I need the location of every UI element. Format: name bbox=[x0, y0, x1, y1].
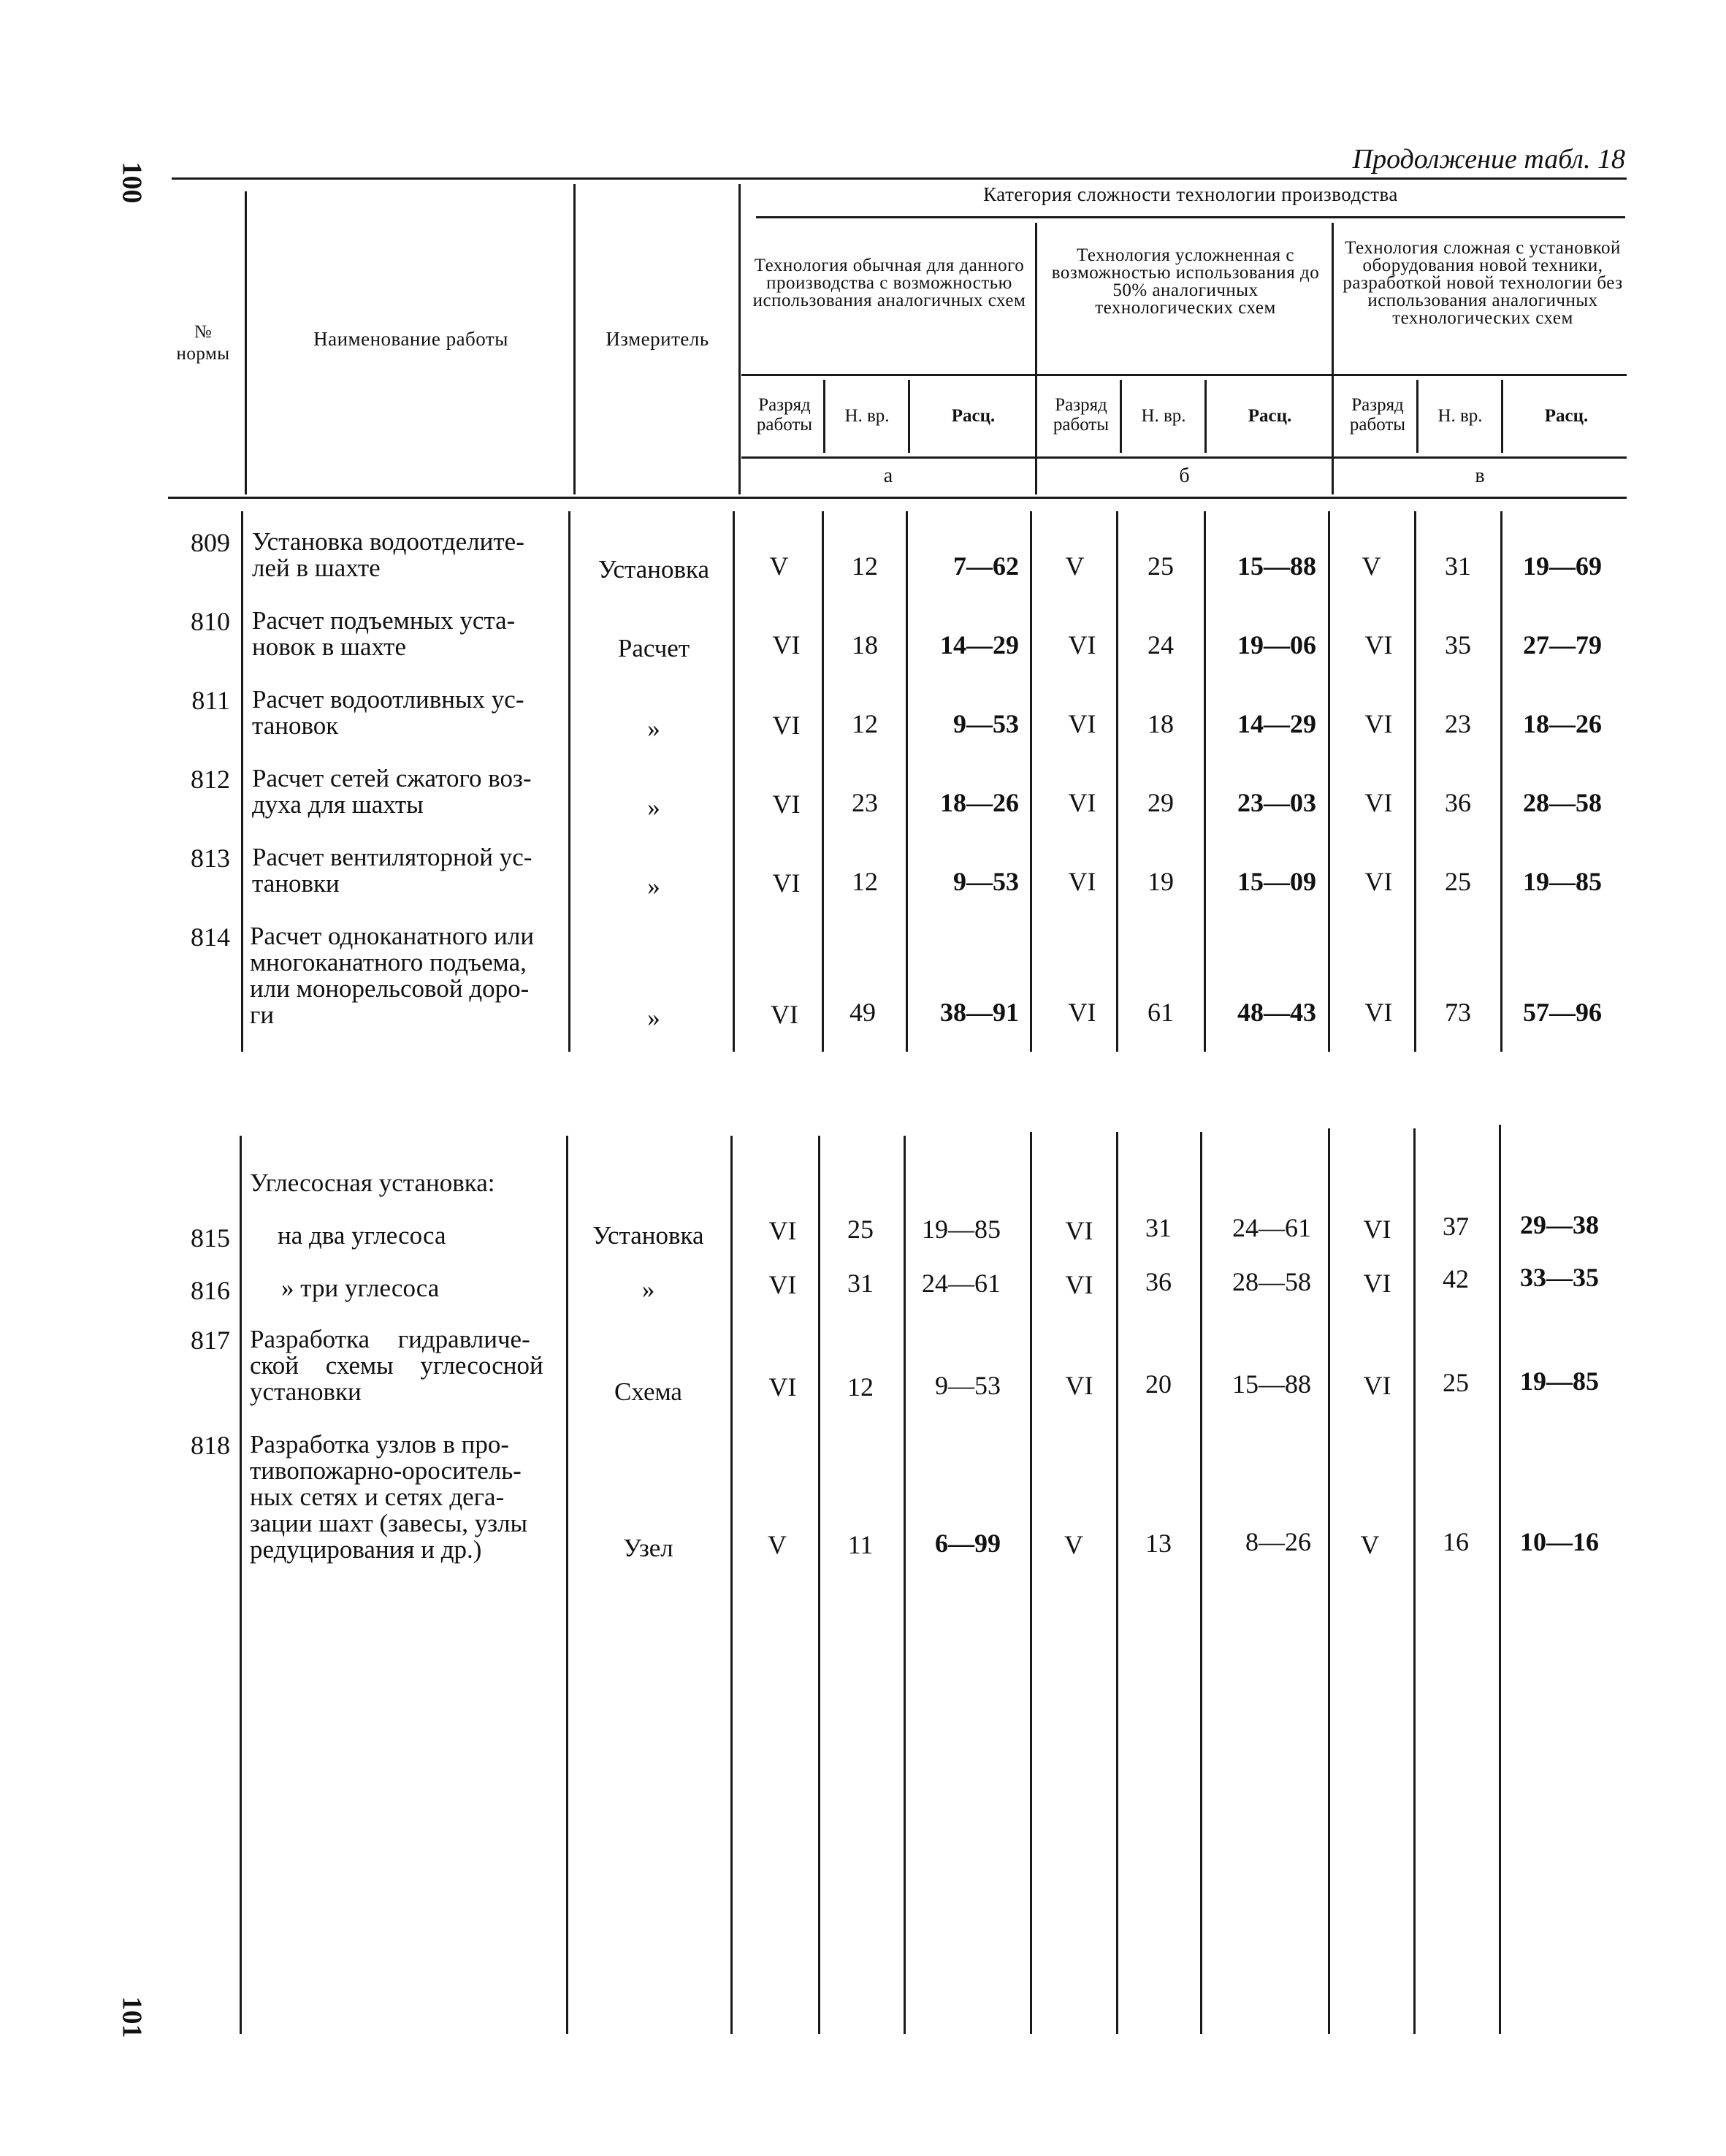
time-c: 25 bbox=[1443, 1368, 1469, 1397]
rate-a: 19—85 bbox=[922, 1215, 1001, 1244]
sub-rate-a: Расц. bbox=[951, 406, 996, 426]
grade-c: V bbox=[1360, 1530, 1380, 1559]
grade-a: VI bbox=[772, 868, 801, 898]
time-b: 31 bbox=[1145, 1213, 1172, 1242]
time-c: 16 bbox=[1443, 1527, 1469, 1556]
time-a: 25 bbox=[847, 1215, 874, 1244]
time-b: 24 bbox=[1148, 630, 1174, 660]
rate-a: 38—91 bbox=[940, 998, 1019, 1027]
rate-a: 6—99 bbox=[935, 1529, 1001, 1558]
sub-grade-a: Разряд работы bbox=[756, 395, 813, 435]
body1-vline-11 bbox=[1500, 511, 1502, 1052]
body1-vline-2 bbox=[568, 511, 570, 1052]
rate-b: 24—61 bbox=[1232, 1213, 1311, 1242]
work-name-line: тановок bbox=[252, 711, 339, 740]
norm-number: 814 bbox=[191, 922, 230, 952]
grade-a: VI bbox=[772, 711, 801, 740]
time-c: 73 bbox=[1445, 998, 1471, 1027]
header-col-name: Наименование работы bbox=[313, 328, 508, 350]
grade-b: VI bbox=[1068, 867, 1096, 896]
sub-time-b: Н. вр. bbox=[1141, 406, 1186, 426]
rate-c: 19—85 bbox=[1523, 867, 1602, 896]
time-a: 12 bbox=[852, 551, 878, 581]
rate-a: 24—61 bbox=[922, 1269, 1001, 1298]
grade-a: VI bbox=[768, 1372, 797, 1402]
norm-number: 817 bbox=[191, 1326, 230, 1355]
work-name-line: новок в шахте bbox=[252, 632, 406, 661]
time-b: 19 bbox=[1148, 867, 1174, 896]
work-name-line: ных сетях и сетях дега- bbox=[250, 1483, 505, 1511]
norm-number: 810 bbox=[191, 607, 230, 636]
rate-b: 8—26 bbox=[1245, 1527, 1311, 1556]
section-heading: Углесосная установка: bbox=[250, 1169, 495, 1197]
time-b: 61 bbox=[1148, 998, 1174, 1027]
sub-grade-b: Разряд работы bbox=[1053, 395, 1110, 435]
grade-c: VI bbox=[1364, 998, 1393, 1027]
header-top-rule bbox=[172, 177, 1627, 180]
work-name-line: Расчет одноканатного или bbox=[250, 922, 535, 950]
header-vline-9 bbox=[1204, 380, 1207, 453]
time-a: 49 bbox=[849, 998, 876, 1027]
group-rule bbox=[741, 374, 1627, 376]
norm-number: 811 bbox=[191, 686, 230, 715]
unit-cell: Установка bbox=[592, 1221, 704, 1250]
work-name-line: » три углесоса bbox=[281, 1274, 440, 1302]
grade-c: VI bbox=[1364, 788, 1393, 817]
group-b-title: Технология усложненная с возможностью использования до 50% аналогичных технологических схем bbox=[1051, 245, 1320, 318]
continuation-label: Продолжение табл. 18 bbox=[1352, 144, 1625, 175]
grade-a: V bbox=[769, 551, 789, 581]
grade-a: VI bbox=[772, 630, 801, 660]
category-rule bbox=[756, 216, 1625, 218]
time-a: 11 bbox=[847, 1530, 874, 1559]
body1-vline-8 bbox=[1204, 511, 1206, 1052]
time-c: 42 bbox=[1443, 1264, 1469, 1293]
unit-cell: » bbox=[647, 793, 660, 822]
norm-number: 813 bbox=[191, 844, 230, 873]
rate-c: 19—85 bbox=[1520, 1366, 1599, 1396]
unit-cell: Схема bbox=[614, 1377, 682, 1406]
sub-time-a: Н. вр. bbox=[844, 406, 890, 426]
work-name-line: редуцирования и др.) bbox=[250, 1535, 482, 1564]
header-vline-7 bbox=[908, 380, 910, 453]
grade-a: V bbox=[768, 1530, 787, 1559]
time-c: 35 bbox=[1445, 630, 1471, 660]
rate-a: 9—53 bbox=[953, 709, 1019, 738]
grade-c: VI bbox=[1363, 1269, 1391, 1298]
header-col-unit: Измеритель bbox=[606, 328, 709, 350]
time-c: 25 bbox=[1445, 867, 1471, 896]
rate-b: 15—88 bbox=[1237, 551, 1316, 581]
grade-b: VI bbox=[1068, 630, 1096, 660]
norm-number: 809 bbox=[191, 528, 230, 557]
norm-number: 818 bbox=[191, 1431, 230, 1460]
header-vline-3 bbox=[738, 184, 741, 494]
body1-vline-3 bbox=[733, 511, 735, 1052]
time-b: 13 bbox=[1145, 1529, 1172, 1558]
body1-vline-9 bbox=[1328, 511, 1330, 1052]
work-name-line: зации шахт (завесы, узлы bbox=[250, 1509, 528, 1537]
body1-vline-4 bbox=[822, 511, 824, 1052]
sub-rate-b: Расц. bbox=[1248, 406, 1292, 426]
time-a: 18 bbox=[852, 630, 878, 660]
norm-number: 816 bbox=[191, 1276, 230, 1305]
unit-cell: Расчет bbox=[617, 634, 690, 662]
sub-grade-c: Разряд работы bbox=[1349, 395, 1406, 435]
subhead-rule bbox=[741, 456, 1627, 459]
grade-b: VI bbox=[1065, 1216, 1093, 1245]
rate-c: 27—79 bbox=[1523, 630, 1602, 660]
grade-b: VI bbox=[1068, 788, 1096, 817]
header-vline-11 bbox=[1501, 380, 1503, 453]
work-name-line: ской схемы углесосной bbox=[250, 1351, 543, 1380]
time-a: 12 bbox=[852, 867, 878, 896]
rate-a: 7—62 bbox=[953, 551, 1019, 581]
work-name-line: тивопожарно-ороситель- bbox=[250, 1456, 522, 1485]
header-bottom-rule bbox=[168, 497, 1627, 499]
category-title: Категория сложности технологии производства bbox=[983, 183, 1398, 205]
rate-a: 9—53 bbox=[935, 1371, 1001, 1400]
work-name-line: духа для шахты bbox=[252, 790, 424, 819]
work-name-line: Расчет сетей сжатого воз- bbox=[252, 764, 532, 792]
time-c: 23 bbox=[1445, 709, 1471, 738]
header-vline-5 bbox=[1332, 223, 1334, 494]
header-vline-1 bbox=[245, 191, 247, 494]
time-b: 29 bbox=[1148, 788, 1174, 817]
grade-c: VI bbox=[1364, 867, 1393, 896]
group-a-letter: а bbox=[883, 465, 893, 487]
header-vline-4 bbox=[1035, 223, 1037, 494]
body2-vline-6 bbox=[1030, 1132, 1032, 2034]
time-b: 18 bbox=[1148, 709, 1174, 738]
work-name-line: многоканатного подъема, bbox=[250, 948, 527, 976]
time-c: 37 bbox=[1443, 1212, 1469, 1241]
rate-b: 14—29 bbox=[1237, 709, 1316, 738]
body1-vline-5 bbox=[906, 511, 908, 1052]
norm-number: 812 bbox=[191, 765, 230, 794]
unit-cell: » bbox=[641, 1275, 655, 1304]
unit-cell: » bbox=[647, 714, 660, 743]
work-name-line: на два углесоса bbox=[278, 1221, 446, 1250]
time-a: 31 bbox=[847, 1269, 874, 1298]
rate-b: 28—58 bbox=[1232, 1267, 1311, 1296]
rate-c: 28—58 bbox=[1523, 788, 1602, 817]
body1-vline-6 bbox=[1030, 511, 1032, 1052]
body1-vline-7 bbox=[1116, 511, 1118, 1052]
body2-vline-9 bbox=[1328, 1128, 1330, 2034]
time-c: 31 bbox=[1445, 551, 1471, 581]
body2-vline-11 bbox=[1499, 1125, 1501, 2034]
work-name-line: лей в шахте bbox=[252, 554, 381, 582]
time-c: 36 bbox=[1445, 788, 1471, 817]
rate-a: 18—26 bbox=[940, 788, 1019, 817]
work-name-line: или монорельсовой доро- bbox=[250, 974, 530, 1003]
header-vline-2 bbox=[573, 184, 576, 494]
rate-c: 19—69 bbox=[1523, 551, 1602, 581]
sub-time-c: Н. вр. bbox=[1437, 406, 1483, 426]
grade-a: VI bbox=[771, 1000, 798, 1029]
time-b: 25 bbox=[1148, 551, 1174, 581]
rate-b: 48—43 bbox=[1237, 998, 1316, 1027]
time-b: 20 bbox=[1145, 1369, 1172, 1399]
grade-c: VI bbox=[1364, 630, 1393, 660]
work-name-line: установки bbox=[250, 1377, 362, 1406]
rate-b: 19—06 bbox=[1237, 630, 1316, 660]
work-name-line: Разработка узлов в про- bbox=[250, 1430, 509, 1459]
group-a-title: Технология обычная для данного производства с возможностью использования аналогичных схем bbox=[752, 256, 1026, 310]
rate-a: 9—53 bbox=[953, 867, 1019, 896]
grade-c: V bbox=[1362, 551, 1381, 581]
rate-c: 57—96 bbox=[1523, 998, 1602, 1027]
unit-cell: Узел bbox=[623, 1534, 673, 1562]
group-b-letter: б bbox=[1179, 465, 1190, 487]
group-c-letter: в bbox=[1475, 465, 1485, 487]
grade-a: VI bbox=[768, 1216, 797, 1245]
body2-vline-1 bbox=[240, 1136, 242, 2034]
rate-c: 29—38 bbox=[1520, 1210, 1599, 1239]
rate-c: 10—16 bbox=[1520, 1527, 1599, 1556]
sub-rate-c: Расц. bbox=[1544, 406, 1589, 426]
grade-c: VI bbox=[1363, 1215, 1391, 1244]
body1-vline-10 bbox=[1414, 511, 1416, 1052]
grade-b: VI bbox=[1068, 998, 1096, 1027]
work-name-line: Расчет водоотливных ус- bbox=[252, 685, 524, 714]
grade-b: VI bbox=[1065, 1270, 1093, 1299]
grade-b: V bbox=[1064, 1530, 1083, 1559]
unit-cell: Установка bbox=[597, 555, 710, 584]
time-a: 12 bbox=[847, 1372, 874, 1402]
rate-a: 14—29 bbox=[940, 630, 1019, 660]
grade-c: VI bbox=[1364, 709, 1393, 738]
body2-vline-3 bbox=[730, 1136, 733, 2034]
grade-a: VI bbox=[772, 790, 801, 819]
page-number-top: 100 bbox=[116, 161, 148, 204]
work-name-line: Разработка гидравличе- bbox=[250, 1325, 530, 1353]
rate-b: 15—88 bbox=[1232, 1369, 1311, 1399]
time-a: 12 bbox=[852, 709, 878, 738]
body1-vline-1 bbox=[241, 511, 243, 1052]
grade-b: VI bbox=[1068, 709, 1096, 738]
grade-b: V bbox=[1065, 551, 1085, 581]
grade-a: VI bbox=[768, 1270, 797, 1299]
grade-c: VI bbox=[1363, 1371, 1391, 1400]
work-name-line: Расчет подъемных уста- bbox=[252, 606, 516, 635]
norm-number: 815 bbox=[191, 1223, 230, 1253]
page-number-bottom: 101 bbox=[116, 1996, 148, 2038]
rate-c: 33—35 bbox=[1520, 1263, 1599, 1292]
time-b: 36 bbox=[1145, 1267, 1172, 1296]
time-a: 23 bbox=[852, 788, 878, 817]
rate-b: 15—09 bbox=[1237, 867, 1316, 896]
unit-cell: » bbox=[647, 1004, 660, 1032]
body2-vline-2 bbox=[566, 1136, 568, 2034]
rate-c: 18—26 bbox=[1523, 709, 1602, 738]
work-name-line: тановки bbox=[252, 869, 340, 898]
grade-b: VI bbox=[1065, 1371, 1093, 1400]
group-c-title: Технология сложная с установкой оборудования новой техники, разработкой новой технологии без использования аналогичных технологических схем bbox=[1343, 238, 1623, 328]
unit-cell: » bbox=[647, 872, 660, 901]
header-col-no: № нормы bbox=[176, 322, 230, 364]
work-name-line: ги bbox=[250, 1001, 275, 1029]
work-name-line: Расчет вентиляторной ус- bbox=[252, 843, 532, 871]
work-name-line: Установка водоотделите- bbox=[252, 527, 524, 556]
rate-b: 23—03 bbox=[1237, 788, 1316, 817]
